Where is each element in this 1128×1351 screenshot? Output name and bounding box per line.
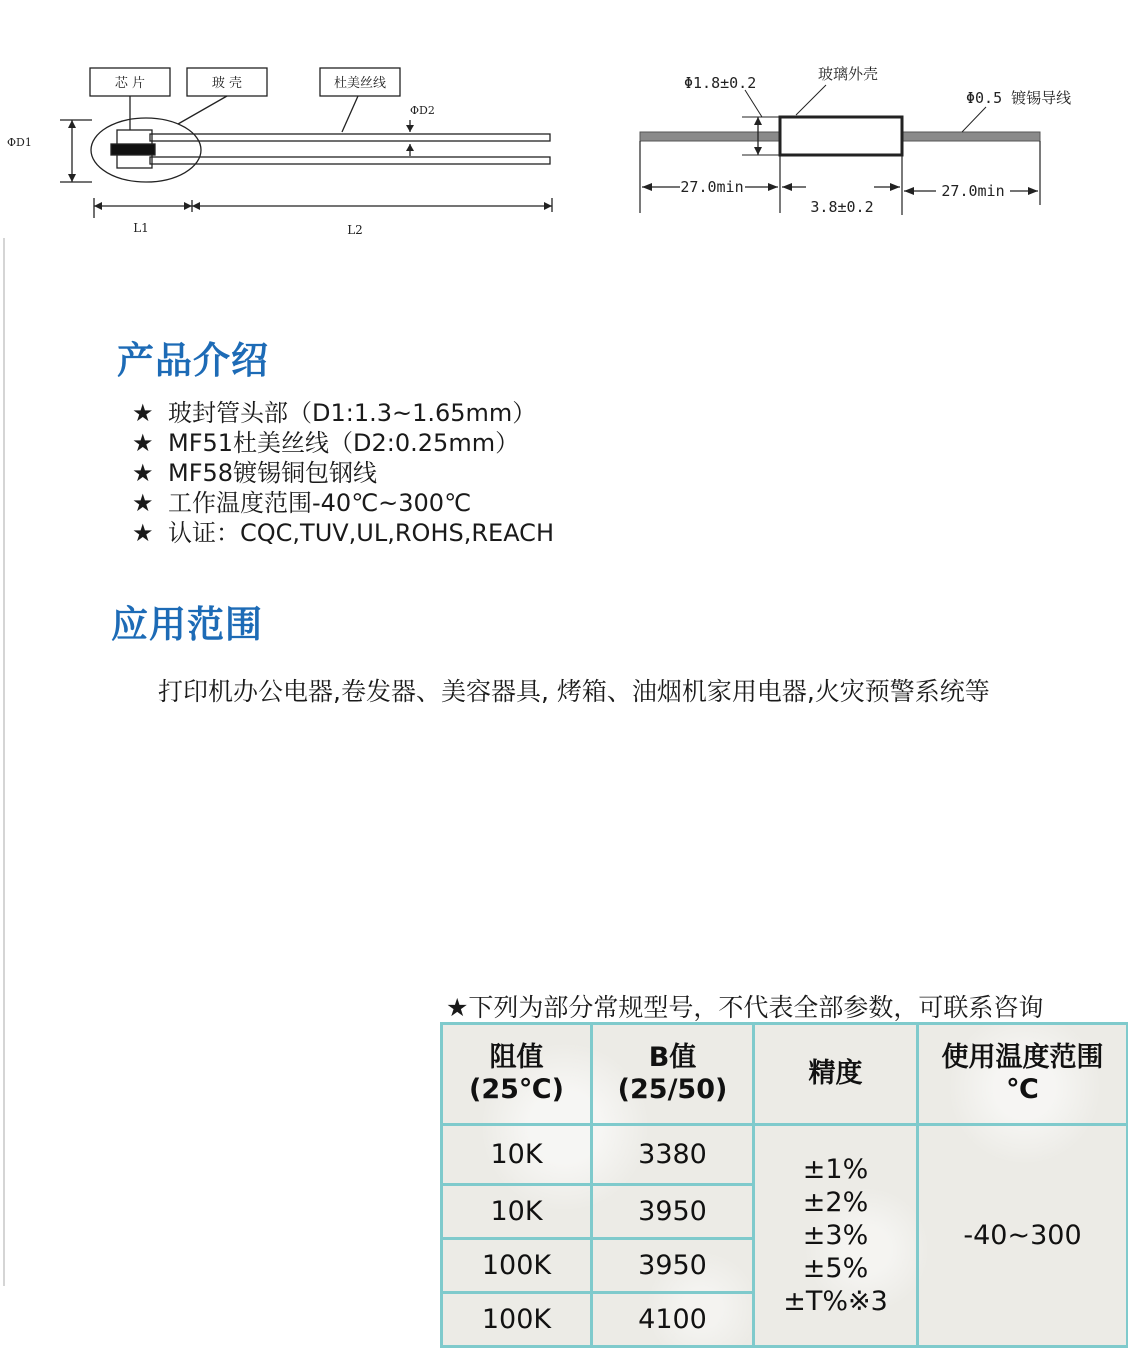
cell-b-value: 4100: [592, 1293, 754, 1347]
glass-body: [780, 117, 902, 155]
right-lead-length-label: 27.0min: [941, 182, 1005, 200]
feature-text: MF58镀锡铜包钢线: [168, 459, 378, 487]
header-tolerance: 精度: [754, 1024, 918, 1125]
glass-shell-label: 玻璃外壳: [818, 65, 879, 83]
application-text: 打印机办公电器,卷发器、美容器具, 烤箱、油烟机家用电器,火灾预警系统等: [158, 677, 990, 706]
tinned-wire-label: Φ0.5 镀锡导线: [966, 89, 1072, 107]
diameter-label: Φ1.8±0.2: [684, 74, 757, 92]
d2-label: ΦD2: [410, 104, 435, 117]
cell-resistance: 10K: [442, 1185, 592, 1239]
table-note: ★下列为部分常规型号，不代表全部参数，可联系咨询: [446, 993, 1044, 1022]
feature-item: [132, 518, 554, 548]
wire-bottom: [150, 157, 550, 164]
l2-label: L2: [347, 223, 363, 237]
feature-item: [132, 488, 554, 518]
body-length-label: 3.8±0.2: [810, 198, 874, 216]
feature-text: 认证：CQC,TUV,UL,ROHS,REACH: [168, 519, 554, 547]
star-icon: ★: [132, 459, 154, 487]
table-header-row: [442, 1024, 1128, 1125]
star-icon: ★: [132, 489, 154, 517]
left-margin-rule: [3, 238, 5, 1286]
header-b-value: B值 (25/50): [592, 1024, 754, 1125]
left-lead: [640, 132, 780, 141]
star-icon: ★: [132, 519, 154, 547]
l1-label: L1: [133, 221, 149, 235]
wire-label: 杜美丝线: [333, 76, 387, 91]
cell-resistance: 10K: [442, 1125, 592, 1185]
cell-b-value: 3950: [592, 1185, 754, 1239]
star-icon: ★: [132, 399, 154, 427]
cell-tolerance-list: ±1% ±2% ±3% ±5% ±T%※3: [754, 1125, 918, 1347]
glass-label: 玻 壳: [211, 76, 243, 91]
feature-text: 工作温度范围-40℃~300℃: [168, 489, 472, 517]
right-dimension-diagram: [630, 55, 1100, 225]
right-lead: [902, 132, 1040, 141]
feature-item: [132, 398, 554, 428]
cell-resistance: 100K: [442, 1239, 592, 1293]
left-dimension-diagram: [0, 60, 570, 245]
wire-top: [150, 134, 550, 141]
cell-b-value: 3380: [592, 1125, 754, 1185]
d1-label: ΦD1: [7, 136, 32, 149]
header-resistance: 阻值 (25℃): [442, 1024, 592, 1125]
feature-text: MF51杜美丝线（D2:0.25mm）: [168, 429, 520, 457]
feature-item: [132, 458, 554, 488]
table-row: [442, 1125, 1128, 1185]
header-temperature: 使用温度范围 ℃: [918, 1024, 1128, 1125]
feature-list: [132, 398, 554, 548]
left-lead-length-label: 27.0min: [680, 178, 744, 196]
star-icon: ★: [132, 429, 154, 457]
feature-item: [132, 428, 554, 458]
application-heading: 应用范围: [111, 603, 263, 646]
feature-text: 玻封管头部（D1:1.3~1.65mm）: [168, 399, 537, 427]
cell-temperature-range: -40~300: [918, 1125, 1128, 1347]
intro-heading: 产品介绍: [117, 339, 269, 382]
spec-table: [440, 1022, 1128, 1348]
chip-label: 芯 片: [114, 76, 146, 91]
cell-b-value: 3950: [592, 1239, 754, 1293]
cell-resistance: 100K: [442, 1293, 592, 1347]
